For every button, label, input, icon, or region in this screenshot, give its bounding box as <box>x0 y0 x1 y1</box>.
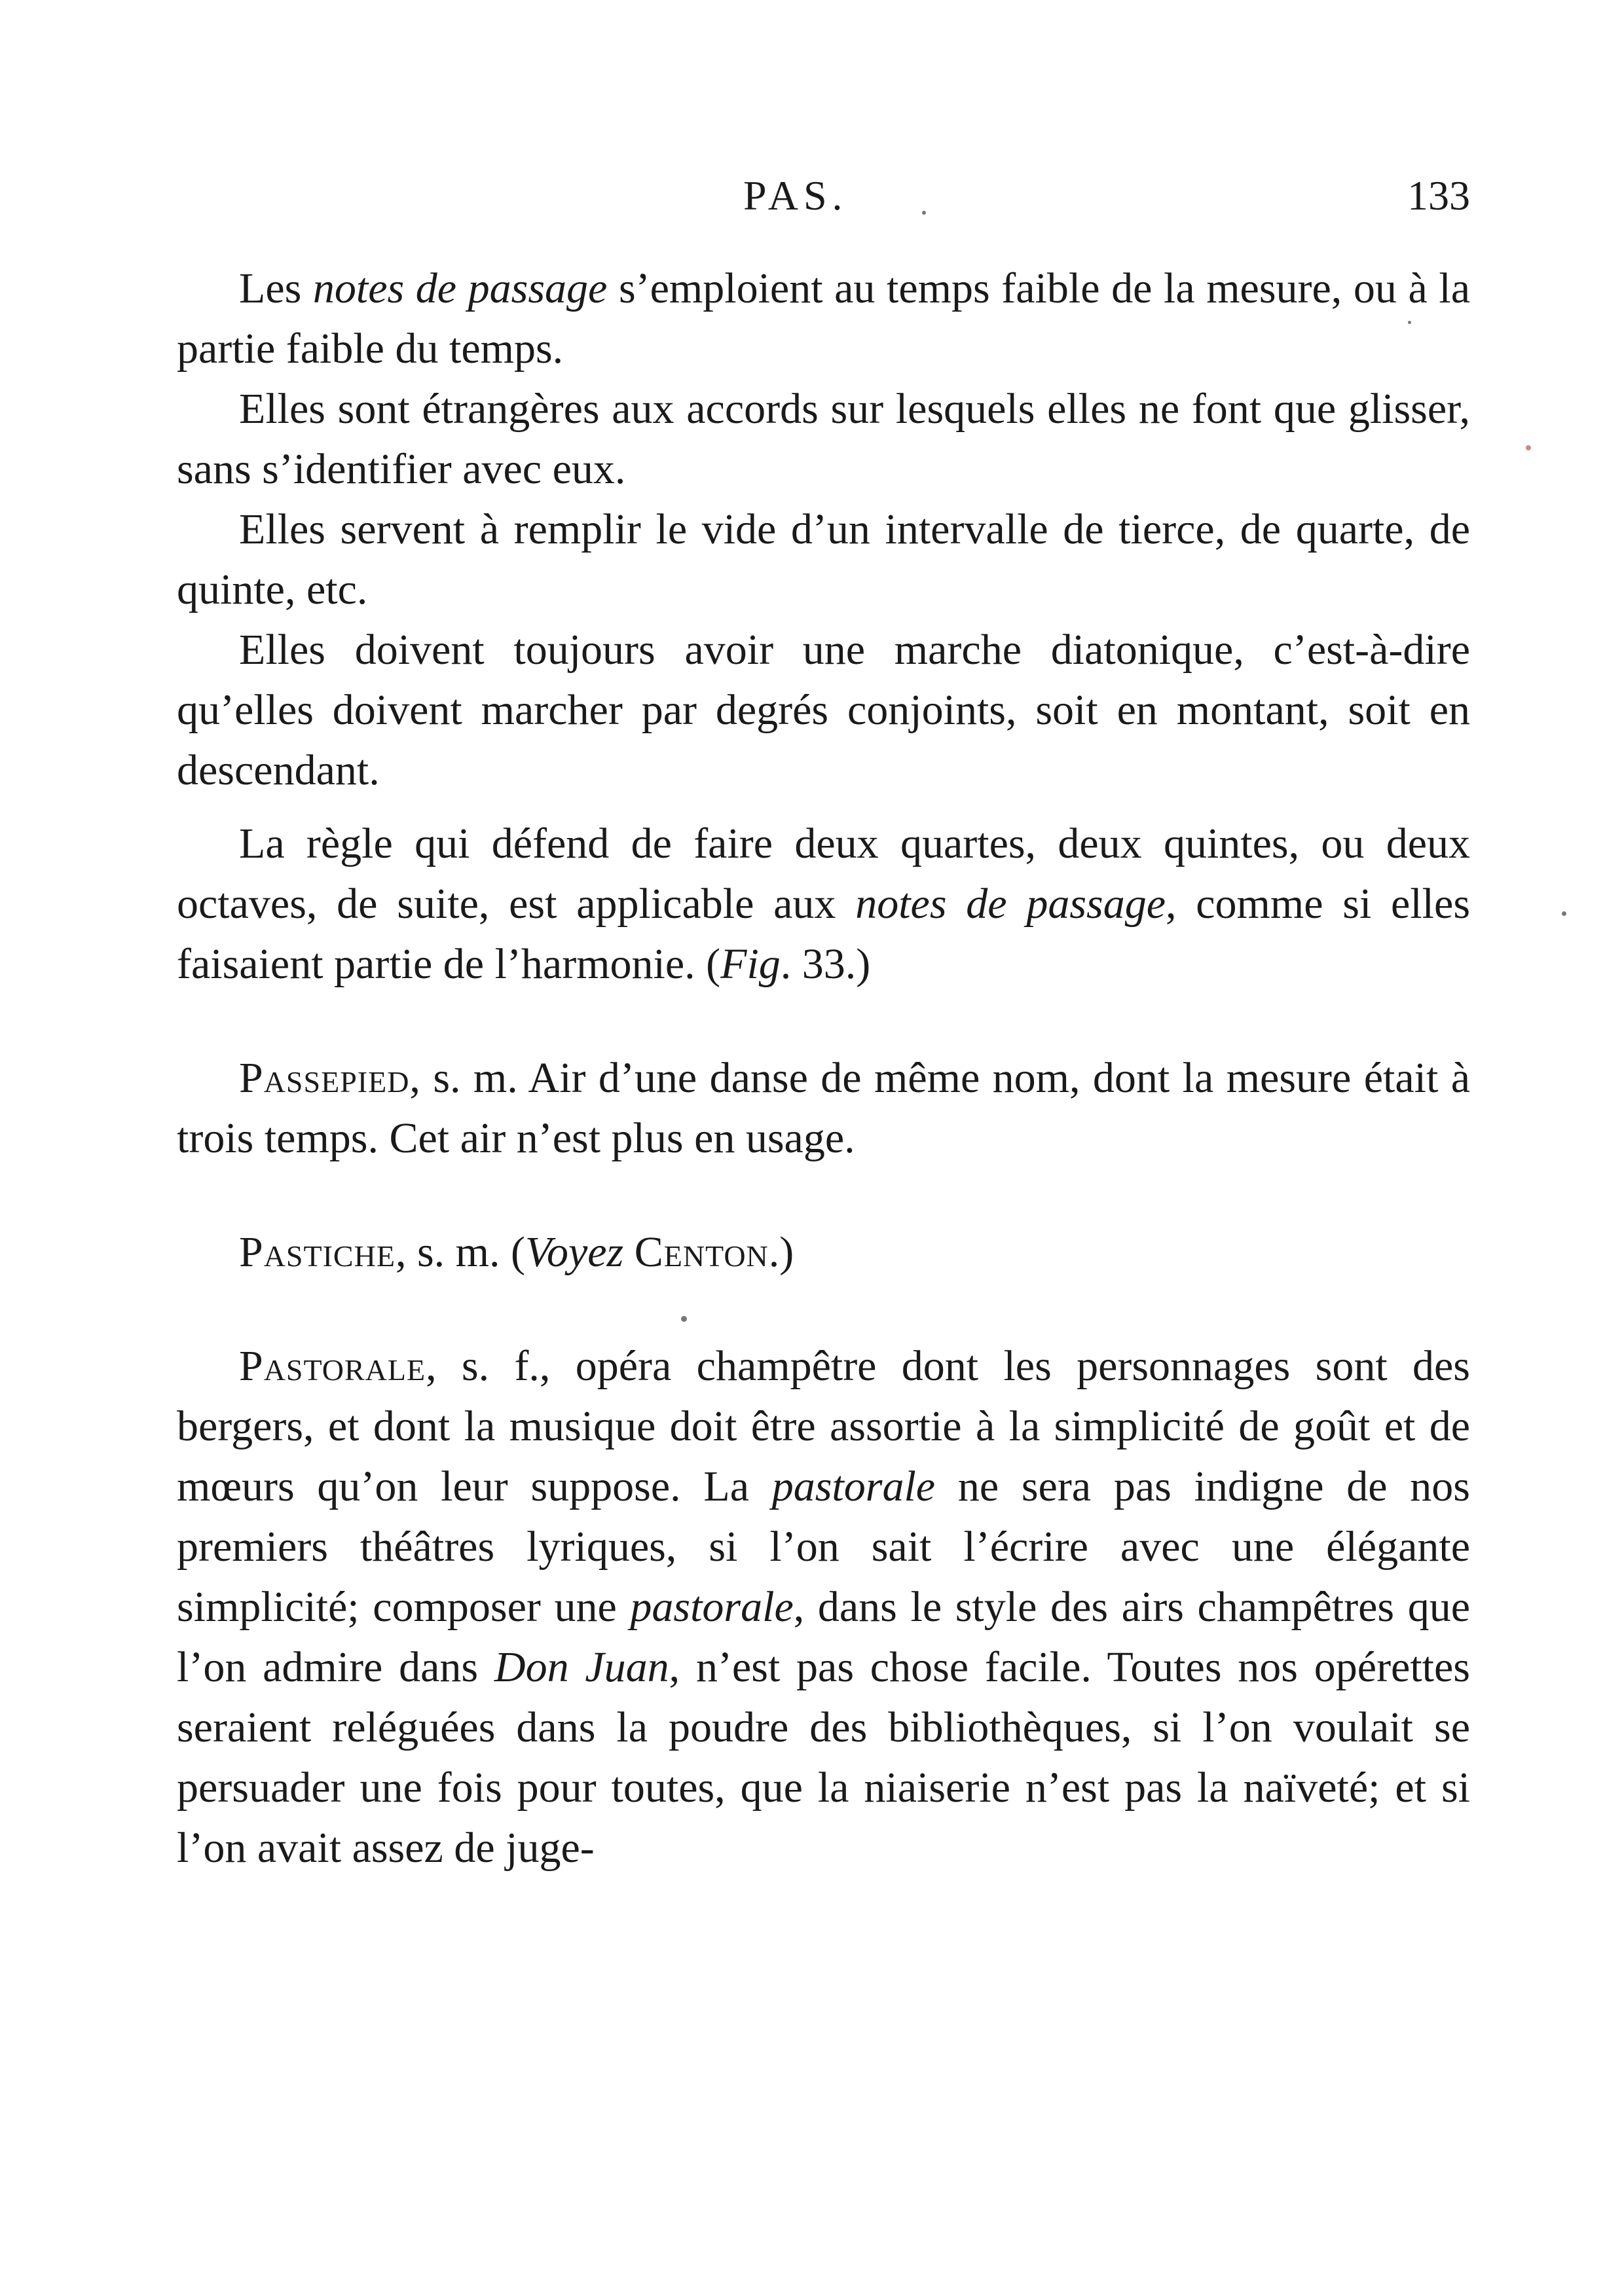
text-run: .) <box>768 1228 794 1276</box>
page-number: 133 <box>1407 172 1470 219</box>
paragraph-notes-de-passage-5 <box>177 814 1470 994</box>
italic-title: Don Juan <box>494 1643 669 1691</box>
entry-pastiche <box>177 1222 1470 1283</box>
text-run: , comme si elles faisaient partie de l’harmonie. ( <box>177 880 1471 988</box>
italic-term: notes de passage <box>855 880 1166 928</box>
ink-speck <box>922 211 926 215</box>
entry-pastorale <box>177 1336 1470 1878</box>
entry-headword: Passepied <box>239 1054 410 1102</box>
text-run: Les <box>239 264 313 312</box>
italic-term: pastorale <box>771 1463 936 1510</box>
running-head <box>177 172 1470 224</box>
italic-term: pastorale <box>630 1583 794 1631</box>
text-run: La règle qui défend de faire deux quartes, deux quintes, ou deux octaves, de suite, est applicable aux <box>177 820 1470 928</box>
body-text <box>177 259 1470 1878</box>
entry-text: , s. m. Air d’une danse de même nom, dont la mesure était à trois temps. Cet air n’est plus en usage. <box>177 1054 1470 1162</box>
running-head-title: PAS. <box>743 172 848 219</box>
ink-speck <box>681 1316 687 1322</box>
entry-headword: Pastorale <box>239 1342 426 1390</box>
paragraph-notes-de-passage-4: Elles doivent toujours avoir une marche diatonique, c’est-à-dire qu’elles doivent marcher par degrés conjoints, soit en montant, soit en descendant. <box>177 626 1470 794</box>
ink-speck <box>1562 911 1566 916</box>
text-run: . 33.) <box>780 940 871 988</box>
text-run: ne sera pas indigne de nos premiers théâtres lyriques, si l’on sait l’écrire avec une élégante simplicité; composer une <box>177 1463 1470 1631</box>
spacer <box>177 994 1470 1048</box>
text-run: , s. f., opéra champêtre dont les personnages sont des bergers, et dont la musique doit être assortie à la simplicité de goût et de mœurs qu’on leur suppose. La <box>177 1342 1470 1510</box>
ink-speck <box>1408 321 1411 324</box>
text-run: s’emploient au temps faible de la mesure, ou à la partie faible du temps. <box>177 264 1470 373</box>
figure-reference: Fig <box>720 940 781 988</box>
paragraph-notes-de-passage-3: Elles servent à remplir le vide d’un intervalle de tierce, de quarte, de quinte, etc. <box>177 505 1470 613</box>
spacer <box>177 1169 1470 1222</box>
text-run: , s. m. ( <box>395 1228 525 1276</box>
paragraph-notes-de-passage-1 <box>177 259 1470 379</box>
italic-term: Voyez <box>525 1228 624 1276</box>
spacer <box>177 801 1470 814</box>
italic-term: notes de passage <box>312 264 608 312</box>
entry-passepied <box>177 1048 1470 1169</box>
text-run: , dans le style des airs champêtres que l’on admire dans <box>177 1583 1470 1691</box>
entry-headword: Pastiche <box>239 1228 396 1276</box>
text-run: , n’est pas chose facile. Toutes nos opérettes seraient reléguées dans la poudre des bibliothèques, si l’on voulait se persuader une fois pour toutes, que la niaiserie n’est pas la naïveté; et si l’on avait assez de juge- <box>177 1643 1470 1872</box>
text-run <box>623 1228 635 1276</box>
paragraph-notes-de-passage-2: Elles sont étrangères aux accords sur lesquels elles ne font que glisser, sans s’identifier avec eux. <box>177 385 1470 493</box>
spacer <box>177 1283 1470 1336</box>
ink-speck <box>1526 445 1531 450</box>
cross-reference: Centon <box>634 1228 769 1276</box>
